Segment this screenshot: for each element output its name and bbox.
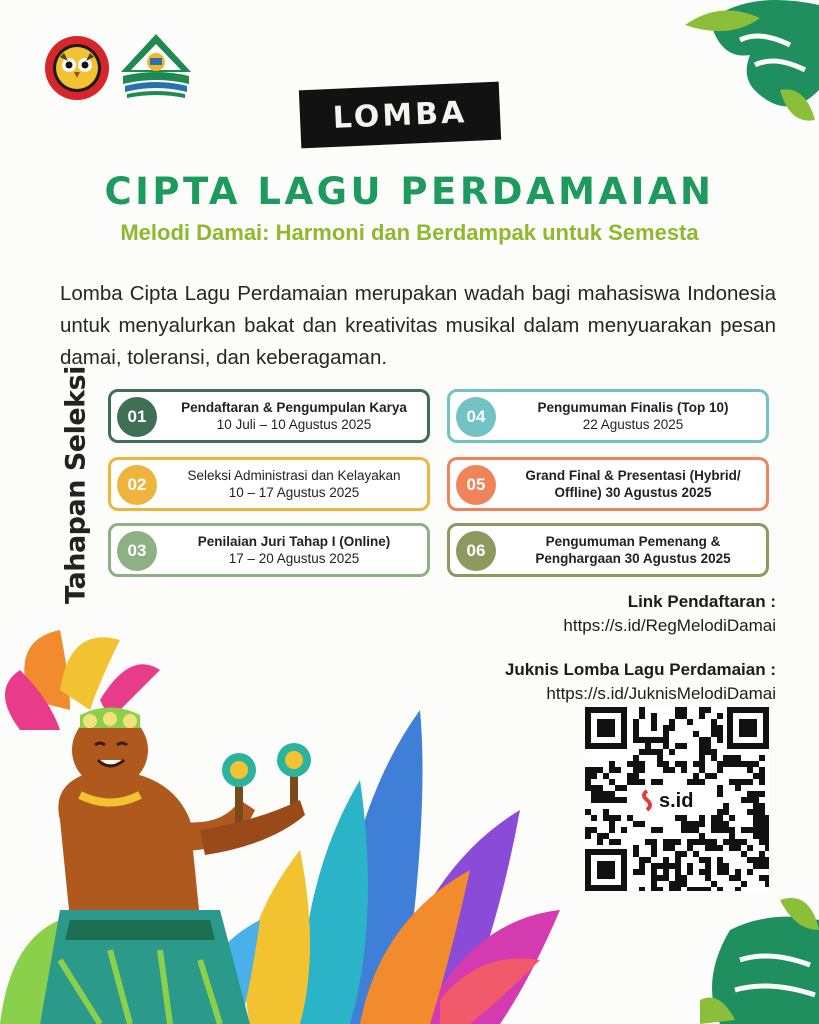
stage-number: 02 (117, 465, 157, 505)
qr-code[interactable] (585, 707, 769, 891)
stage-number: 01 (117, 397, 157, 437)
logo-detasemen-khusus (44, 35, 110, 101)
lomba-badge-text: LOMBA (332, 94, 468, 136)
lomba-badge (299, 82, 501, 149)
guidelines-link[interactable]: https://s.id/JuknisMelodiDamai (546, 684, 776, 703)
stage-card-06 (447, 523, 769, 577)
stage-title: Seleksi Administrasi dan Kelayakan (187, 468, 401, 483)
registration-label: Link Pendaftaran : (627, 592, 776, 611)
stage-number: 05 (456, 465, 496, 505)
stage-title: Pengumuman Finalis (Top 10) (537, 400, 729, 415)
stage-card-04 (447, 389, 769, 443)
stage-title: Pendaftaran & Pengumpulan Karya (181, 400, 407, 415)
stage-date: Penghargaan 30 Agustus 2025 (535, 551, 731, 566)
stage-number: 06 (456, 531, 496, 571)
stages-heading (58, 366, 94, 604)
logo-book-emblem (117, 32, 195, 100)
stage-card-01 (108, 389, 430, 443)
stage-date: Offline) 30 Agustus 2025 (554, 485, 712, 500)
qr-brand: s.id (659, 790, 694, 812)
monstera-leaf-bottom-right (700, 890, 819, 1024)
monstera-leaf-top-right (680, 0, 819, 130)
stage-card-05 (447, 457, 769, 511)
stage-date: 22 Agustus 2025 (582, 417, 684, 432)
stage-title: Penilaian Juri Tahap I (Online) (197, 534, 391, 549)
page-title: CIPTA LAGU PERDAMAIAN (104, 170, 715, 213)
page-subtitle: Melodi Damai: Harmoni dan Berdampak untuk Semesta (120, 220, 699, 245)
stage-date: 10 – 17 Agustus 2025 (228, 485, 360, 500)
guidelines-label: Juknis Lomba Lagu Perdamaian : (504, 660, 776, 679)
stage-title: Grand Final & Presentasi (Hybrid/ (525, 468, 741, 483)
stage-card-02 (108, 457, 430, 511)
description-paragraph: Lomba Cipta Lagu Perdamaian merupakan wadah bagi mahasiswa Indonesia untuk menyalurkan bakat dan kreativitas musikal dalam menyuarakan pesan damai, toleransi, dan keberagaman. (60, 282, 776, 369)
stage-number: 04 (456, 397, 496, 437)
stage-card-03 (108, 523, 430, 577)
stage-number: 03 (117, 531, 157, 571)
stage-title: Pengumuman Pemenang & (545, 534, 721, 549)
stage-date: 10 Juli – 10 Agustus 2025 (216, 417, 372, 432)
stages-heading-text: Tahapan Seleksi (60, 366, 92, 604)
dancer-illustration (0, 620, 560, 1024)
registration-link[interactable]: https://s.id/RegMelodiDamai (563, 616, 776, 635)
stage-date: 17 – 20 Agustus 2025 (228, 551, 360, 566)
